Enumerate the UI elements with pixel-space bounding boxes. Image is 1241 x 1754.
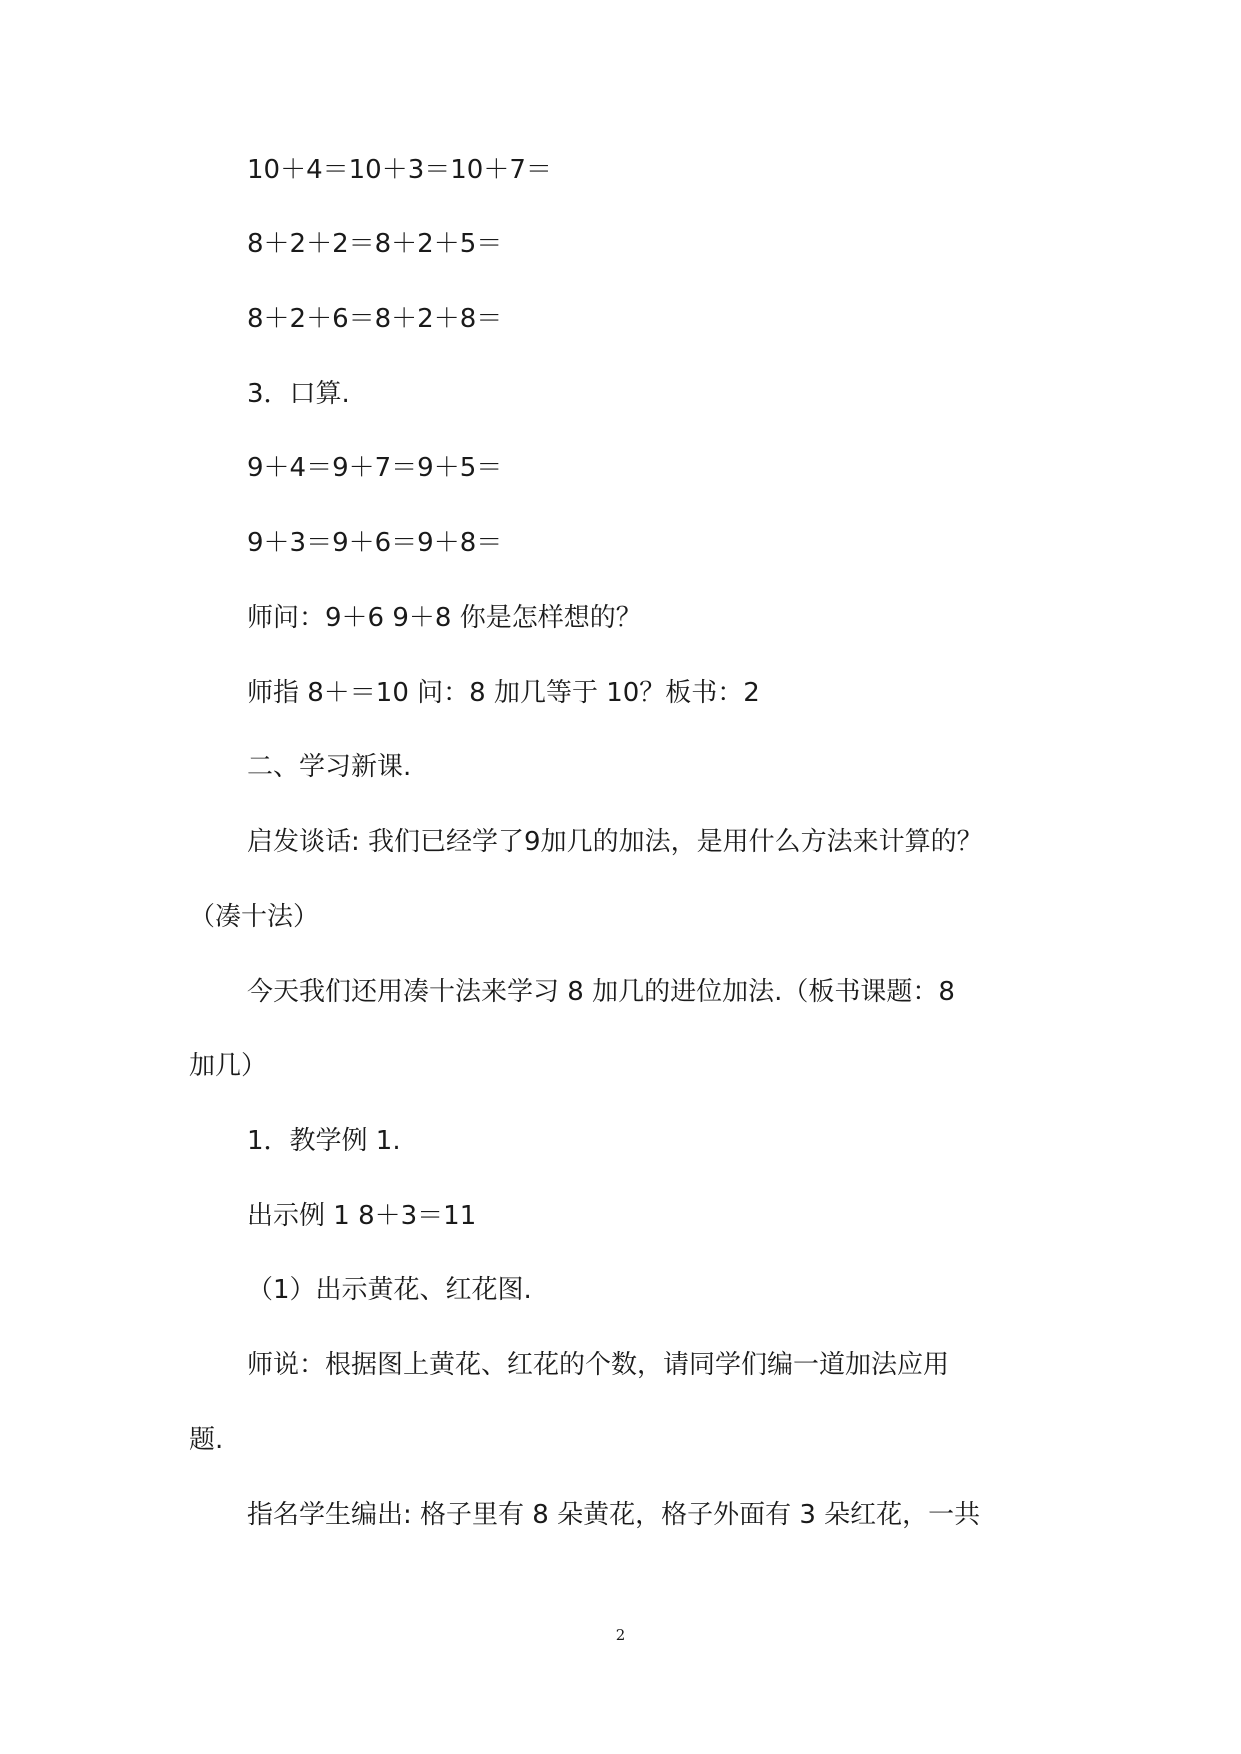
paragraph-line: 师指 8＋＝10 问：8 加几等于 10？板书：2 [247,678,760,708]
paragraph-line: 加几） [189,1051,268,1081]
paragraph-line: （凑十法） [189,902,320,932]
paragraph-line: 师说：根据图上黄花、红花的个数，请同学们编一道加法应用 [247,1350,950,1380]
equation-line: 10＋4＝10＋3＝10＋7＝ [247,155,552,185]
paragraph-line: 师问：9＋6 9＋8 你是怎样想的？ [247,603,642,633]
section-heading: 3．口算. [247,379,350,409]
section-heading: 1．教学例 1. [247,1126,401,1156]
paragraph-line: 出示例 1 8＋3＝11 [247,1201,477,1231]
page-number: 2 [615,1626,626,1644]
equation-line: 9＋4＝9＋7＝9＋5＝ [247,453,503,483]
paragraph-line: 题. [189,1425,224,1455]
equation-line: 8＋2＋6＝8＋2＋8＝ [247,304,503,334]
paragraph-line: 指名学生编出: 格子里有 8 朵黄花，格子外面有 3 朵红花，一共 [247,1500,981,1530]
paragraph-line: 今天我们还用凑十法来学习 8 加几的进位加法.（板书课题：8 [247,977,955,1007]
equation-line: 8＋2＋2＝8＋2＋5＝ [247,229,503,259]
paragraph-line: （1）出示黄花、红花图. [247,1275,532,1305]
equation-line: 9＋3＝9＋6＝9＋8＝ [247,528,503,558]
section-heading: 二、学习新课. [247,752,412,782]
paragraph-line: 启发谈话: 我们已经学了9加几的加法，是用什么方法来计算的？ [247,827,983,857]
